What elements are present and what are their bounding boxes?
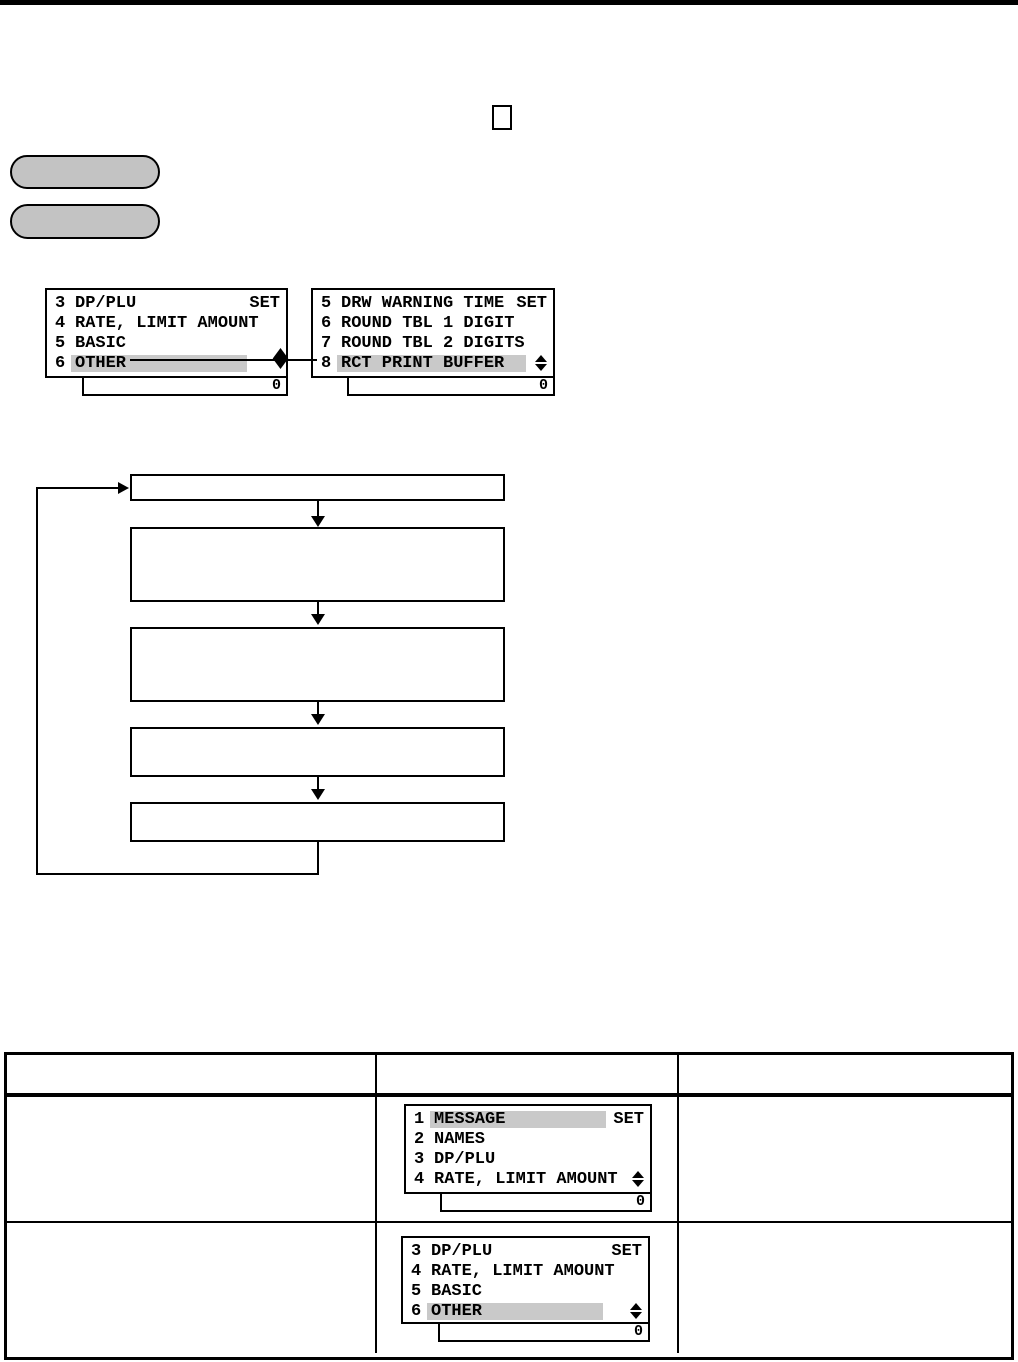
menu-item-number: 2 — [414, 1129, 425, 1149]
lcd-menu-row — [403, 1281, 648, 1301]
lcd-counter-field: 0 — [440, 1192, 652, 1212]
menu-item-number: 7 — [321, 333, 332, 353]
lcd-menu-row — [47, 313, 286, 333]
flow-loop-line-left — [36, 487, 38, 875]
flow-arrowhead-down-3 — [311, 714, 325, 725]
menu-item-number: 6 — [321, 313, 332, 333]
menu-item-label: DP/PLU — [75, 293, 137, 313]
menu-item-label-highlighted: MESSAGE — [430, 1111, 606, 1128]
mode-key-pill-1 — [10, 155, 160, 189]
lcd-menu-row — [313, 293, 553, 313]
up-triangle-icon — [632, 1171, 644, 1178]
scroll-slot — [625, 1303, 642, 1319]
menu-item-number: 5 — [321, 293, 332, 313]
table-cell — [7, 1097, 375, 1221]
menu-link-line — [130, 359, 317, 361]
flow-loop-arrowhead-right — [118, 482, 129, 494]
menu-item-number: 6 — [55, 353, 66, 373]
lcd-menu-row — [47, 333, 286, 353]
lcd-menu-row — [406, 1169, 650, 1189]
menu-item-number: 3 — [411, 1241, 422, 1261]
lcd-menu-row-selected — [403, 1301, 648, 1321]
lcd-menu-row-selected — [406, 1109, 650, 1129]
lcd-menu-row — [47, 293, 286, 313]
flow-step-1-box — [130, 474, 505, 501]
lcd-menu-row-selected — [47, 353, 286, 373]
scroll-slot — [530, 355, 547, 371]
scroll-up-down-icon — [534, 355, 547, 371]
flow-step-2-box — [130, 527, 505, 602]
lcd-set-indicator: SET — [516, 293, 547, 313]
lcd-display-program-menu-left — [45, 288, 288, 378]
flow-arrowhead-down-2 — [311, 614, 325, 625]
menu-item-number: 8 — [321, 353, 332, 373]
lcd-menu-row-selected — [313, 353, 553, 373]
menu-item-number: 1 — [414, 1109, 425, 1129]
menu-item-label: BASIC — [75, 333, 127, 353]
flow-arrow-line-2 — [317, 601, 319, 615]
menu-item-label: RATE, LIMIT AMOUNT — [431, 1261, 615, 1281]
up-triangle-icon — [535, 355, 547, 362]
menu-item-label: RATE, LIMIT AMOUNT — [434, 1169, 618, 1189]
table-cell — [7, 1223, 375, 1353]
table-cell — [677, 1223, 1011, 1353]
table-cell — [677, 1097, 1011, 1221]
table-header-row — [7, 1055, 1011, 1097]
lcd-set-indicator: SET — [611, 1241, 642, 1261]
lcd-display-program-menu — [401, 1236, 650, 1324]
lcd-set-indicator: SET — [249, 293, 280, 313]
menu-item-label: DP/PLU — [434, 1149, 496, 1169]
menu-item-label: RATE, LIMIT AMOUNT — [75, 313, 259, 333]
menu-item-number: 4 — [414, 1169, 425, 1189]
scroll-slot — [627, 1171, 644, 1187]
flow-loop-line-top — [37, 487, 119, 489]
flow-loop-line-down — [317, 841, 319, 875]
menu-item-number: 3 — [414, 1149, 425, 1169]
table-header-cell-2 — [375, 1055, 677, 1093]
menu-item-label: DRW WARNING TIME — [341, 293, 505, 313]
table-row — [7, 1097, 1011, 1223]
menu-item-number: 6 — [411, 1301, 422, 1321]
flow-arrowhead-down-4 — [311, 789, 325, 800]
menu-item-number: 5 — [411, 1281, 422, 1301]
mode-key-pill-2 — [10, 204, 160, 239]
menu-item-label: NAMES — [434, 1129, 486, 1149]
reference-table — [4, 1052, 1014, 1360]
page-scan-edge — [0, 0, 1018, 5]
down-triangle-icon — [630, 1312, 642, 1319]
menu-item-label-highlighted: OTHER — [427, 1303, 603, 1320]
lcd-menu-row — [406, 1129, 650, 1149]
lcd-counter-field: 0 — [438, 1322, 650, 1342]
scroll-up-down-icon — [631, 1171, 644, 1187]
flow-step-4-box — [130, 727, 505, 777]
flow-arrow-line-3 — [317, 701, 319, 715]
lcd-display-program-menu-right — [311, 288, 555, 378]
lcd-counter-field: 0 — [347, 376, 555, 396]
lcd-menu-row — [403, 1241, 648, 1261]
key-placeholder-box — [492, 105, 512, 130]
flow-arrow-line-1 — [317, 500, 319, 517]
menu-item-label: BASIC — [431, 1281, 483, 1301]
flow-step-5-box — [130, 802, 505, 842]
lcd-display-main-menu — [404, 1104, 652, 1194]
lcd-set-indicator: SET — [613, 1109, 644, 1129]
table-cell-display — [375, 1223, 677, 1353]
lcd-counter-field: 0 — [82, 376, 288, 396]
table-header-cell-1 — [7, 1055, 375, 1093]
down-triangle-icon — [535, 364, 547, 371]
menu-item-number: 5 — [55, 333, 66, 353]
menu-item-label: DP/PLU — [431, 1241, 493, 1261]
menu-item-number: 4 — [411, 1261, 422, 1281]
down-triangle-icon — [632, 1180, 644, 1187]
menu-item-number: 4 — [55, 313, 66, 333]
menu-item-label: ROUND TBL 2 DIGITS — [341, 333, 525, 353]
scroll-up-down-icon — [629, 1303, 642, 1319]
menu-item-number: 3 — [55, 293, 66, 313]
up-triangle-icon — [630, 1303, 642, 1310]
lcd-menu-row — [313, 313, 553, 333]
lcd-menu-row — [403, 1261, 648, 1281]
table-header-cell-3 — [677, 1055, 1011, 1093]
flow-arrow-line-4 — [317, 776, 319, 790]
table-row — [7, 1223, 1011, 1353]
menu-item-label-highlighted: OTHER — [71, 355, 247, 372]
menu-item-label: ROUND TBL 1 DIGIT — [341, 313, 515, 333]
lcd-menu-row — [406, 1149, 650, 1169]
flow-step-3-box — [130, 627, 505, 702]
flow-loop-line-bottom — [36, 873, 319, 875]
lcd-menu-row — [313, 333, 553, 353]
menu-item-label-highlighted: RCT PRINT BUFFER — [337, 355, 526, 372]
flow-arrowhead-down-1 — [311, 516, 325, 527]
table-cell-display — [375, 1097, 677, 1221]
